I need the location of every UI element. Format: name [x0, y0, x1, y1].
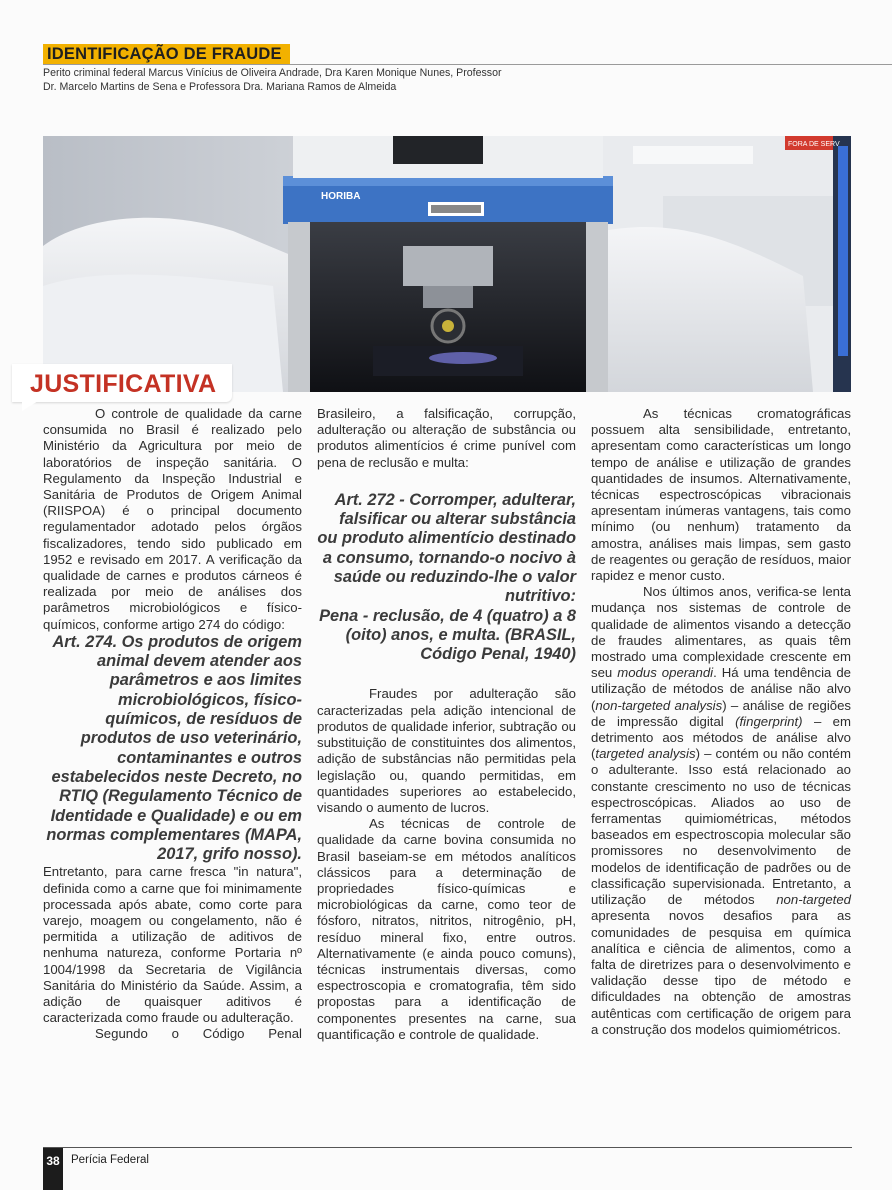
column-1: [43, 406, 302, 1043]
section-heading-text: JUSTIFICATIVA: [30, 370, 217, 398]
quote-art-272-text: Art. 272 - Corromper, adulterar, falsificar ou alterar substância ou produto alimentício destinado a consumo, tornando-o nocivo à saúde ou reduzindo-lhe o valor nutritivo:: [317, 490, 576, 606]
paragraph: As técnicas de controle de qualidade da carne bovina consumida no Brasil baseiam-se em métodos analíticos clássicos para a determinação de propriedades físico-químicas e microbiológicas da carne, como teor de fósforo, nitratos, nitritos, nitrogênio, pH, resíduo mineral fixo, entre outros. Alternativamente (e ainda pouco comuns), técnicas instrumentais diversas, como espectroscopia e cromatografia, têm sido propostas para a identificação de componentes presentes na carne, sua quantificação e controle de qualidade.: [317, 816, 576, 1042]
emphasis: targeted analysis: [595, 746, 696, 762]
microscope-illustration: [43, 136, 851, 392]
text-run: apresenta novos desafios para as comunidades de pesquisa em química analítica e ciência de alimentos, como a falta de diretrizes para o desenvolvimento e validação desse tipo de método e dificuldades na obtenção de amostras autênticas com certificação de origem para a construção dos modelos quimiométricos.: [591, 908, 851, 1037]
hero-photo: [43, 136, 851, 392]
footer-rule: [43, 1147, 852, 1148]
authors: [43, 67, 563, 94]
paragraph: Segundo o Código Penal: [95, 1026, 302, 1042]
column-2: [317, 406, 576, 1043]
quote-art-272-penalty: Pena - reclusão, de 4 (quatro) a 8 (oito) anos, e multa. (BRASIL, Código Penal, 1940): [319, 606, 576, 664]
quote-art-274: Art. 274. Os produtos de origem animal devem atender aos parâmetros e aos limites microbiológicos, físico-químicos, de resíduos de produtos de uso veterinário, contaminantes e outros estabelecidos neste Decreto, no RTIQ (Regulamento Técnico de Identidade e Qualidade) e ou em normas complementares (MAPA, 2017, grifo nosso).: [46, 632, 302, 864]
paragraph: [591, 584, 851, 1038]
text-run: . Há uma tendência de utilização de métodos de análise não alvo (: [591, 665, 851, 713]
paragraph: Brasileiro, a falsificação, corrupção, adulteração ou alteração de substância ou produtos alimentícios é crime punível com pena de reclusão e multa:: [317, 406, 576, 470]
heading-tail: [22, 401, 38, 411]
text-run: ) – análise de regiões de impressão digital: [591, 697, 852, 729]
emphasis: modus operandi: [617, 665, 714, 681]
text-run: – em detrimento aos métodos de análise alvo (: [591, 713, 851, 762]
paragraph: As técnicas cromatográficas possuem alta sensibilidade, entretanto, apresentam como características um longo tempo de análise e utilização de grandes quantidades de insumos. Alternativamente, técnicas espectroscópicas vibracionais apresentam inúmeras vantagens, tais como mínimo (ou nenhum) tratamento da amostra, análises mais limpas, sem gasto de reagentes ou geração de resíduos, maior rapidez e menor custo.: [591, 406, 851, 584]
lab-sign-text: FORA DE SERV: [788, 141, 840, 148]
section-heading: [12, 364, 232, 410]
column-3: [591, 406, 851, 1038]
text-run: ) – contém ou não contém o adulterante. Isso está relacionado ao constante crescimento no uso de técnicas espectroscópicas. Aliados ao uso de ferramentas quimiométricas, métodos baseados em espectroscopia molecular são promissores no desenvolvimento de modelos de identificação de padrões ou de classificação supervisionada. Entretanto, a utilização de métodos: [591, 746, 851, 908]
emphasis: (fingerprint): [735, 713, 803, 729]
brand-label: HORIBA: [321, 191, 361, 202]
authors-line-1: Perito criminal federal Marcus Vinícius de Oliveira Andrade, Dra Karen Monique Nunes, Professor: [43, 67, 502, 79]
quote-art-272: [317, 491, 576, 665]
emphasis: non-targeted analysis: [595, 697, 723, 713]
paragraph: Entretanto, para carne fresca "in natura", definida como a carne que foi minimamente processada após abate, como corte para varejo, moagem ou congelamento, não é permitida a utilização de aditivos de nenhuma natureza, conforme Portaria nº 1004/1998 da Secretaria de Vigilância Sanitária do Ministério da Saúde. Assim, a adição de quaisquer aditivos é caracterizada como fraude ou adulteração.: [43, 864, 302, 1026]
text-run: Nos últimos anos, verifica-se lenta mudança nos sistemas de controle de qualidade de alimentos visando a detecção de fraudes alimentares, as quais têm mostrado uma complexidade crescente em seu: [591, 584, 851, 681]
authors-line-2: Dr. Marcelo Martins de Sena e Professora Dra. Mariana Ramos de Almeida: [43, 80, 397, 93]
page-number: 38: [43, 1148, 63, 1190]
header-rule: [43, 64, 892, 65]
section-tag: IDENTIFICAÇÃO DE FRAUDE: [43, 44, 290, 64]
paragraph: Fraudes por adulteração são caracterizadas pela adição intencional de produtos de qualidade inferior, subtração ou substituição de constituintes dos alimentos, adição de substâncias não permitidas pela legislação ou, quando permitidas, em quantidades superiores ao estabelecido, visando o aumento de lucros.: [317, 686, 576, 815]
emphasis: non-targeted: [776, 892, 851, 908]
paragraph: O controle de qualidade da carne consumida no Brasil é realizado pelo Ministério da Agricultura por meio de laboratórios de inspeção sanitária. O Regulamento da Inspeção Industrial e Sanitária de Produtos de Origem Animal (RIISPOA) é o principal documento regulamentador adotado pelos órgãos fiscalizadores, tendo sido publicado em 1952 e revisado em 2017. A verificação da qualidade de carnes e produtos cárneos é realizada por meio de análises dos parâmetros microbiológicos e físico-químicos, conforme artigo 274 do código:: [43, 406, 302, 632]
publication-title: Perícia Federal: [71, 1154, 149, 1166]
